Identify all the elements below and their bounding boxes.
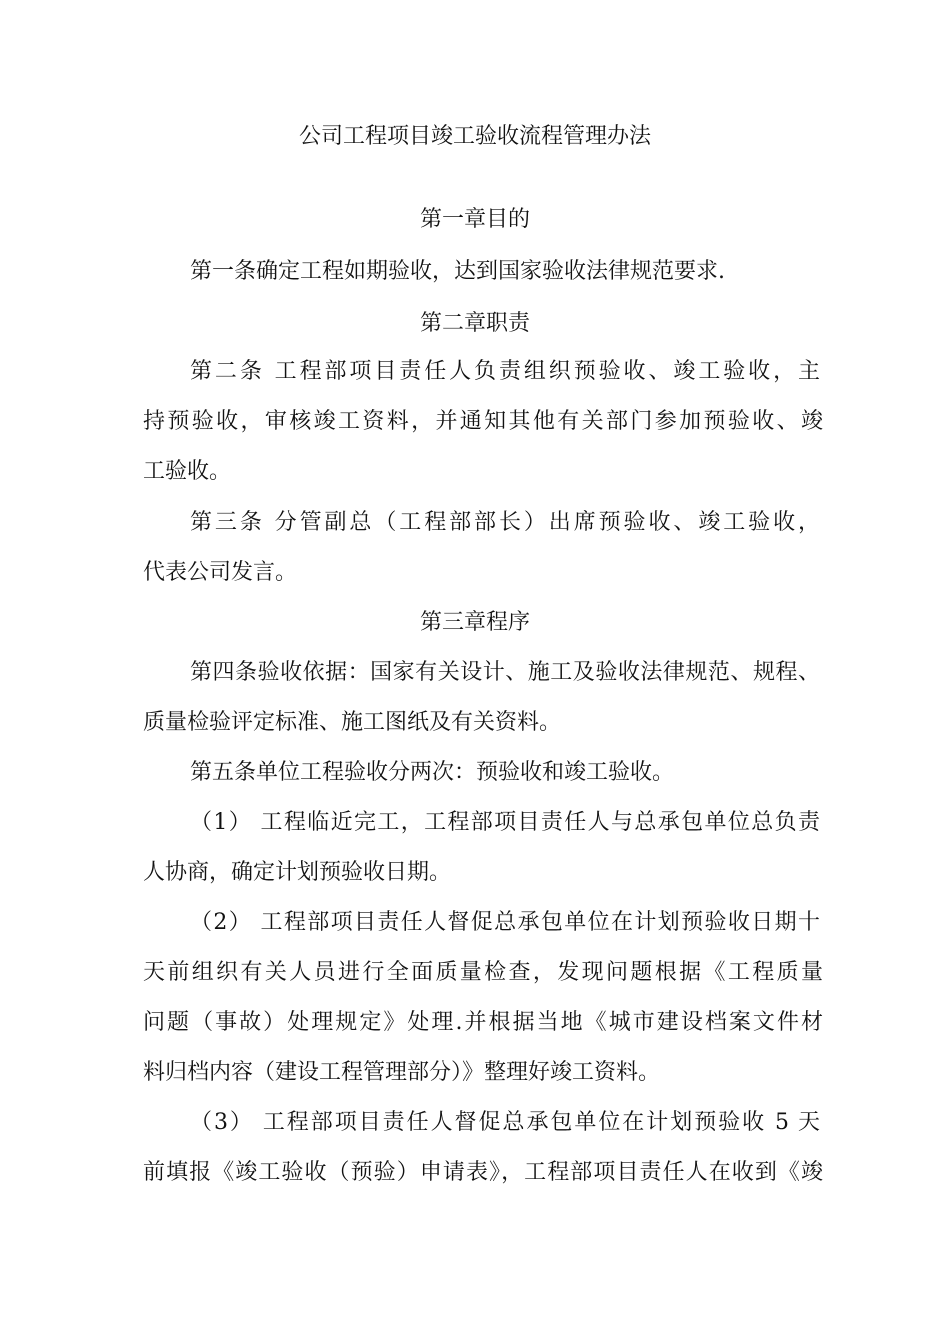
article-4-line-2: 质量检验评定标准、施工图纸及有关资料。 — [143, 710, 562, 735]
article-1: 第一条确定工程如期验收，达到国家验收法律规范要求. — [190, 259, 725, 284]
article-2-line-3: 工验收。 — [143, 459, 232, 484]
article-2-line-1: 第二条 工程部项目责任人负责组织预验收、竣工验收，主 — [190, 359, 820, 384]
chapter-1-heading: 第一章目的 — [419, 207, 530, 232]
item-2-line-1: （2） 工程部项目责任人督促总承包单位在计划预验收日期十 — [190, 910, 820, 935]
item-2-line-3: 问题（事故）处理规定》处理.并根据当地《城市建设档案文件材 — [143, 1010, 823, 1035]
chapter-3-heading: 第三章程序 — [419, 610, 530, 635]
article-2-line-2: 持预验收，审核竣工资料，并通知其他有关部门参加预验收、竣 — [143, 409, 823, 434]
article-3-line-2: 代表公司发言。 — [143, 560, 298, 585]
item-1-line-2: 人协商，确定计划预验收日期。 — [143, 860, 452, 885]
article-5: 第五条单位工程验收分两次：预验收和竣工验收。 — [190, 760, 675, 785]
item-1-line-1: （1） 工程临近完工，工程部项目责任人与总承包单位总负责 — [190, 810, 820, 835]
item-2-line-2: 天前组织有关人员进行全面质量检查，发现问题根据《工程质量 — [143, 960, 823, 985]
item-3-line-2: 前填报《竣工验收（预验）申请表》，工程部项目责任人在收到《竣 — [143, 1160, 823, 1185]
article-4-line-1: 第四条验收依据：国家有关设计、施工及验收法律规范、规程、 — [190, 660, 820, 685]
item-2-line-4: 料归档内容（建设工程管理部分）》整理好竣工资料。 — [143, 1060, 661, 1085]
chapter-2-heading: 第二章职责 — [419, 311, 530, 336]
article-3-line-1: 第三条 分管副总（工程部部长）出席预验收、竣工验收， — [190, 510, 820, 535]
document-title: 公司工程项目竣工验收流程管理办法 — [298, 124, 651, 149]
item-3-line-1: （3） 工程部项目责任人督促总承包单位在计划预验收 5 天 — [190, 1110, 820, 1135]
